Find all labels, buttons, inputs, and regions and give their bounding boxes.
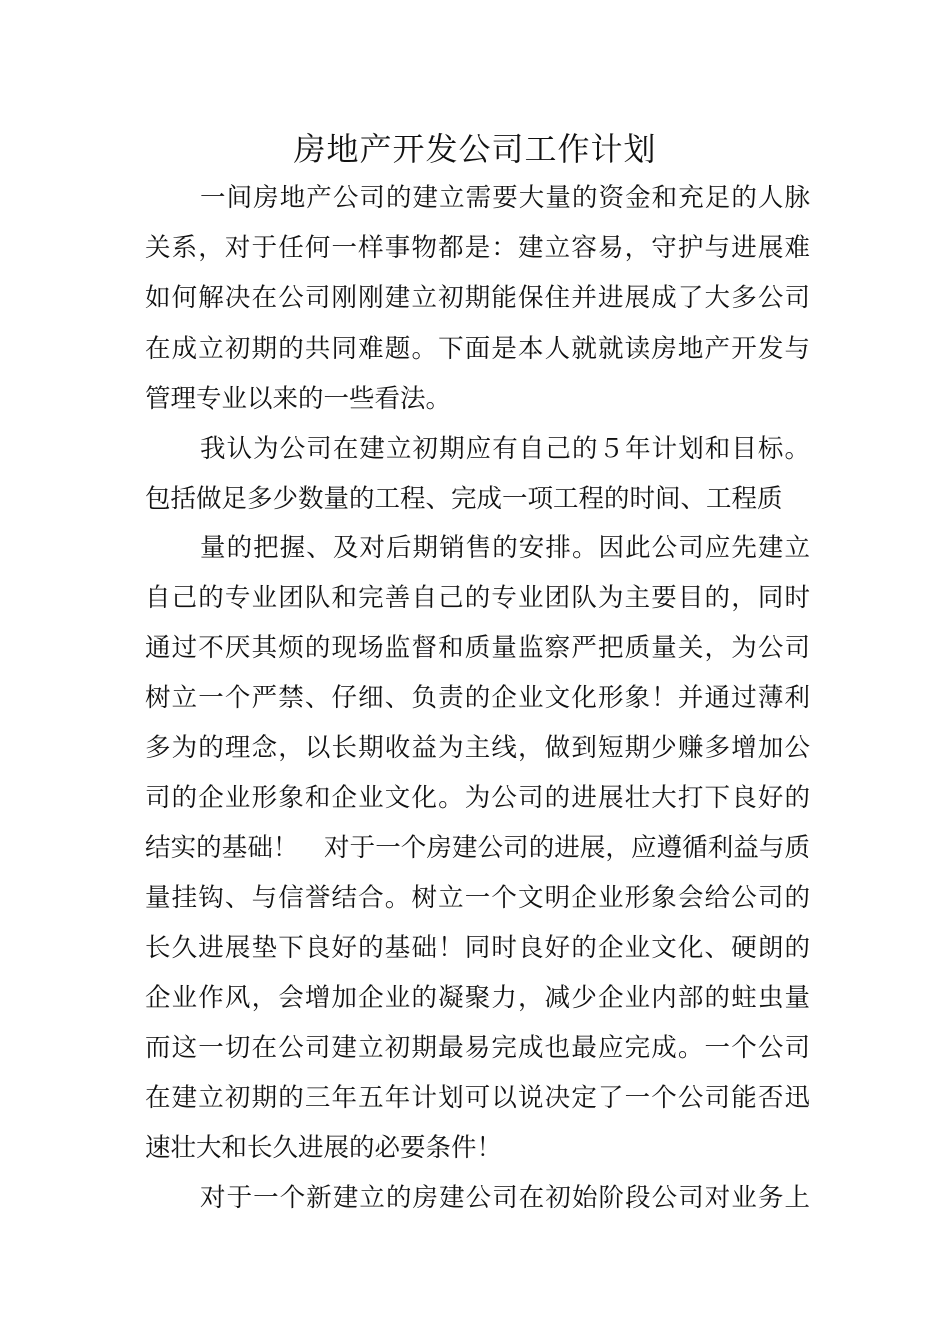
- paragraph-line: 关系，对于任何一样事物都是：建立容易，守护与进展难: [145, 233, 810, 263]
- paragraph-line: 速壮大和长久进展的必要条件！: [145, 1133, 503, 1163]
- paragraph-line: 对于一个新建立的房建公司在初始阶段公司对业务上: [200, 1183, 810, 1213]
- paragraph-line: 包括做足多少数量的工程、完成一项工程的时间、工程质: [145, 484, 783, 514]
- paragraph-line: 量挂钩、与信誉结合。树立一个文明企业形象会给公司的: [145, 883, 810, 913]
- paragraph-line: 树立一个严禁、仔细、负责的企业文化形象！并通过薄利: [145, 683, 810, 713]
- paragraph-line: 企业作风，会增加企业的凝聚力，减少企业内部的蛀虫量: [145, 983, 810, 1013]
- paragraph-line: 结实的基础！ 对于一个房建公司的进展，应遵循利益与质: [145, 833, 810, 863]
- paragraph-line: 在成立初期的共同难题。下面是本人就就读房地产开发与: [145, 334, 810, 364]
- paragraph-line: 自己的专业团队和完善自己的专业团队为主要目的，同时: [145, 583, 810, 613]
- paragraph-line: 长久进展垫下良好的基础！同时良好的企业文化、硬朗的: [145, 933, 810, 963]
- paragraph-line: 管理专业以来的一些看法。: [145, 384, 452, 414]
- paragraph-line: 量的把握、及对后期销售的安排。因此公司应先建立: [200, 533, 810, 563]
- paragraph-line: 而这一切在公司建立初期最易完成也最应完成。一个公司: [145, 1033, 810, 1063]
- paragraph-line: 一间房地产公司的建立需要大量的资金和充足的人脉: [200, 183, 810, 213]
- paragraph-line: 多为的理念，以长期收益为主线，做到短期少赚多增加公: [145, 733, 810, 763]
- paragraph-line: 在建立初期的三年五年计划可以说决定了一个公司能否迅: [145, 1083, 810, 1113]
- paragraph-line: 司的企业形象和企业文化。为公司的进展壮大打下良好的: [145, 783, 810, 813]
- paragraph-line: 如何解决在公司刚刚建立初期能保住并进展成了大多公司: [145, 283, 810, 313]
- paragraph-line: 通过不厌其烦的现场监督和质量监察严把质量关，为公司: [145, 633, 810, 663]
- paragraph-line: 我认为公司在建立初期应有自己的５年计划和目标。: [200, 434, 810, 464]
- document-title: 房地产开发公司工作计划: [293, 130, 657, 168]
